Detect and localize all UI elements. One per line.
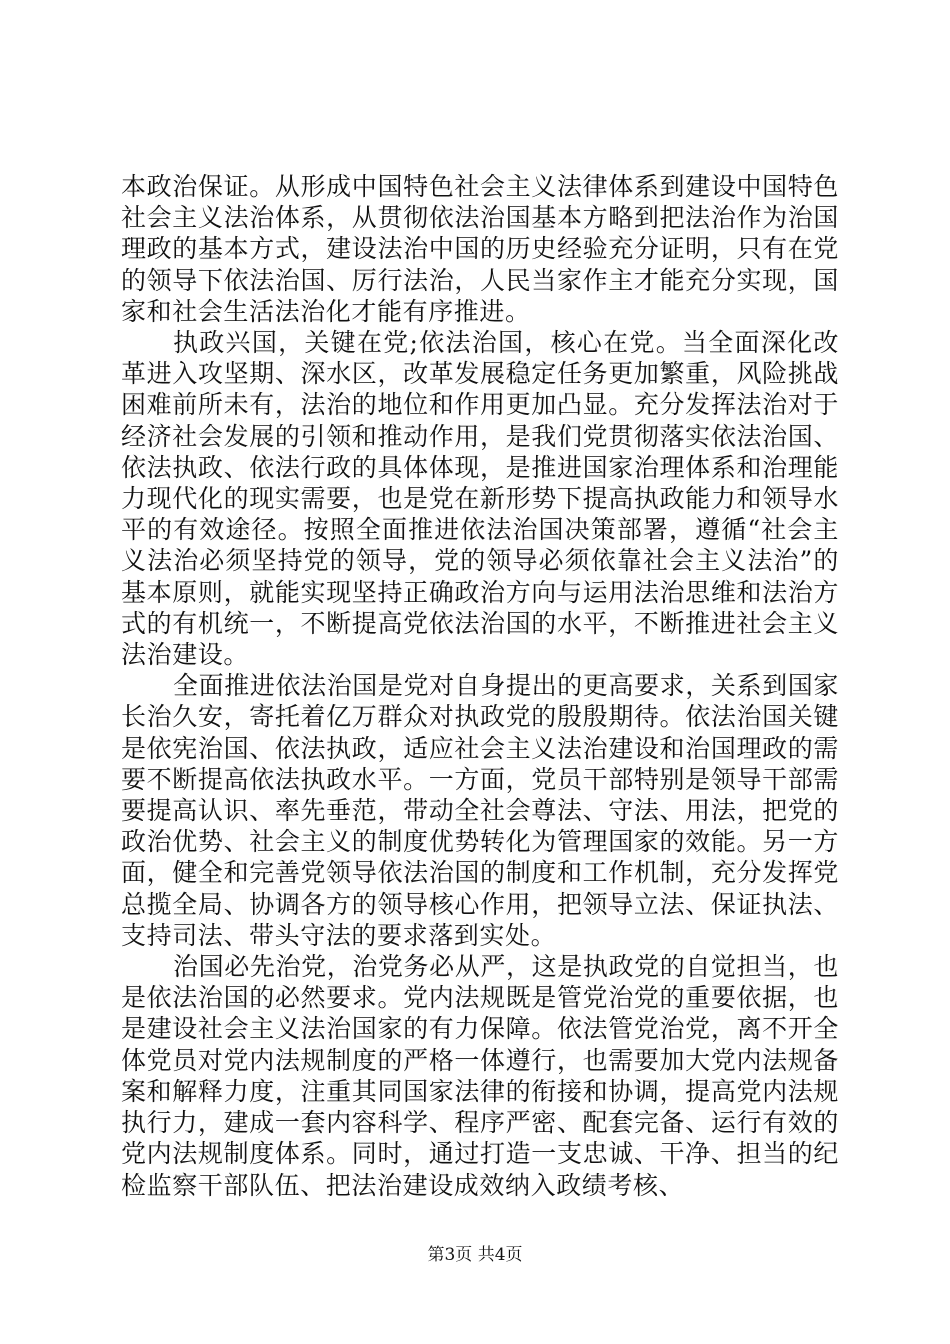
paragraph: 治国必先治党，治党务必从严，这是执政党的自觉担当，也是依法治国的必然要求。党内法规既是管党治党的重要依据，也是建设社会主义法治国家的有力保障。依法管党治党，离不开全体党员对党内法规制度的严格一体遵行，也需要加大党内法规备案和解释力度，注重其同国家法律的衔接和协调，提高党内法规执行力，建成一套内容科学、程序严密、配套完备、运行有效的党内法规制度体系。同时，通过打造一支忠诚、干净、担当的纪检监察干部队伍、把法治建设成效纳入政绩考核、 — [121, 952, 839, 1200]
paragraph-continuation: 本政治保证。从形成中国特色社会主义法律体系到建设中国特色社会主义法治体系，从贯彻依法治国基本方略到把法治作为治国理政的基本方式，建设法治中国的历史经验充分证明，只有在党的领导下依法治国、厉行法治，人民当家作主才能充分实现，国家和社会生活法治化才能有序推进。 — [121, 172, 839, 326]
page-number-footer: 第3页 共4页 — [427, 1245, 523, 1265]
document-body — [121, 171, 839, 1201]
paragraph: 执政兴国，关键在党;依法治国，核心在党。当全面深化改革进入攻坚期、深水区，改革发展稳定任务更加繁重，风险挑战困难前所未有，法治的地位和作用更加凸显。充分发挥法治对于经济社会发展的引领和推动作用，是我们党贯彻落实依法治国、依法执政、依法行政的具体体现，是推进国家治理体系和治理能力现代化的现实需要，也是党在新形势下提高执政能力和领导水平的有效途径。按照全面推进依法治国决策部署，遵循“社会主义法治必须坚持党的领导，党的领导必须依靠社会主义法治”的基本原则，就能实现坚持正确政治方向与运用法治思维和法治方式的有机统一，不断提高党依法治国的水平，不断推进社会主义法治建设。 — [121, 328, 839, 670]
paragraph: 全面推进依法治国是党对自身提出的更高要求，关系到国家长治久安，寄托着亿万群众对执政党的殷殷期待。依法治国关键是依宪治国、依法执政，适应社会主义法治建设和治国理政的需要不断提高依法执政水平。一方面，党员干部特别是领导干部需要提高认识、率先垂范，带动全社会尊法、守法、用法，把党的政治优势、社会主义的制度优势转化为管理国家的效能。另一方面，健全和完善党领导依法治国的制度和工作机制，充分发挥党总揽全局、协调各方的领导核心作用，把领导立法、保证执法、支持司法、带头守法的要求落到实处。 — [121, 671, 839, 950]
